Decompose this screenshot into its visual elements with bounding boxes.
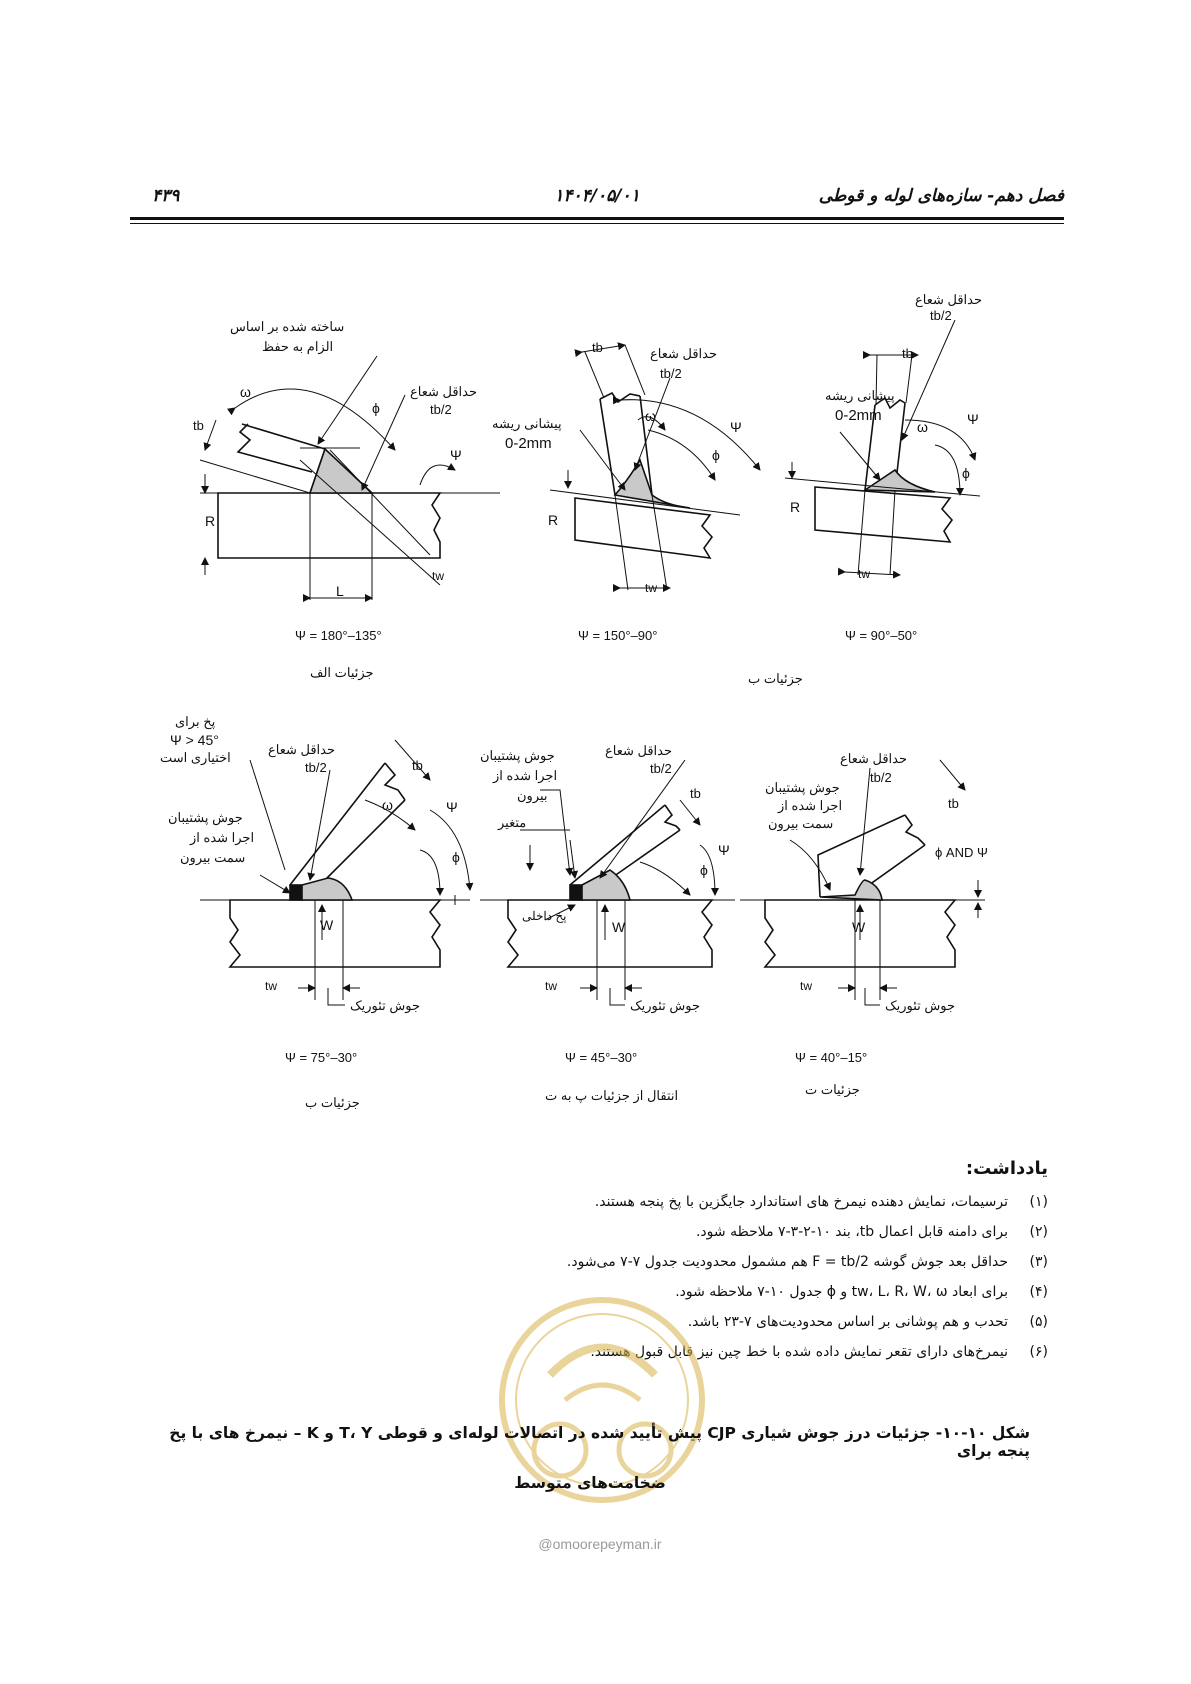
detail-a-tw: tw <box>432 569 444 583</box>
detail-c-min-radius: حداقل شعاع <box>268 742 336 757</box>
detail-a-tb2: tb/2 <box>430 402 452 417</box>
detail-b1-tb: tb <box>592 340 603 355</box>
transition-theoretical: جوش تئوریک <box>630 998 701 1013</box>
transition-backing1: جوش پشتیبان <box>480 748 555 763</box>
detail-b1-tw: tw <box>645 581 657 595</box>
detail-d-tb: tb <box>948 796 959 811</box>
detail-c-bevel: پخ برای <box>175 714 216 729</box>
detail-b1-phi: ϕ <box>712 447 720 463</box>
note-number: (۱) <box>1029 1194 1048 1210</box>
detail-b1-label: جزئیات ب <box>748 671 803 686</box>
detail-b2-range: Ψ = 90°–50° <box>845 628 918 643</box>
detail-c-backing2: اجرا شده از <box>190 830 255 845</box>
detail-a-note-built: ساخته شده بر اساس <box>230 319 345 334</box>
detail-b1-range: Ψ = 150°–90° <box>578 628 658 643</box>
note-item <box>148 1217 1048 1247</box>
note-item <box>148 1187 1048 1217</box>
detail-b2-omega: ω <box>917 419 928 435</box>
detail-b2-min-radius: حداقل شعاع <box>915 292 983 307</box>
transition-backing3: بیرون <box>517 788 548 803</box>
detail-b1-drawing <box>550 345 760 590</box>
detail-c-backing1: جوش پشتیبان <box>168 810 243 825</box>
detail-b2-tw: tw <box>858 567 870 581</box>
detail-d-backing1: جوش پشتیبان <box>765 780 840 795</box>
detail-c-backing3: سمت بیرون <box>180 850 246 865</box>
detail-b2-root-face: پیشانی ریشه <box>825 388 895 403</box>
detail-b2-R: R <box>790 499 801 515</box>
watermark-url: @omoorepeyman.ir <box>538 1536 662 1552</box>
figure-caption-line2: ضخامت‌های متوسط <box>514 1474 666 1492</box>
figure-caption: شکل ۱۰-۱۰- جزئیات درز جوش شیاری CJP پیش تأیید شده در اتصالات لوله‌ای و قوطی T، Y و K – نیمرخ های با پخ پنجه برای <box>169 1424 1030 1460</box>
detail-a-tb: tb <box>193 418 204 433</box>
detail-d-W: W <box>852 919 866 935</box>
detail-c-phi: ϕ <box>452 849 460 865</box>
note-text: نیمرخ‌های دارای تقعر نمایش داده شده با خط چین نیز قابل قبول هستند. <box>590 1344 1008 1360</box>
detail-d-label: جزئیات ت <box>805 1082 860 1097</box>
detail-a-L: L <box>336 583 344 599</box>
transition-tw: tw <box>545 979 557 993</box>
detail-d-tb2: tb/2 <box>870 770 892 785</box>
detail-b2-root-gap: 0-2mm <box>835 407 882 424</box>
note-number: (۵) <box>1029 1314 1048 1330</box>
transition-variable: متغیر <box>498 815 527 830</box>
detail-b1-psi: Ψ <box>730 419 742 435</box>
detail-c-optional: اختیاری است <box>160 750 231 765</box>
detail-c-tb: tb <box>412 758 423 773</box>
detail-c-tb2: tb/2 <box>305 760 327 775</box>
note-number: (۴) <box>1029 1284 1048 1300</box>
detail-a-R: R <box>205 513 216 529</box>
header-date: ۱۴۰۴/۰۵/۰۱ <box>554 186 640 206</box>
note-number: (۲) <box>1029 1224 1048 1240</box>
detail-b1-tb2: tb/2 <box>660 366 682 381</box>
page-number: ۴۳۹ <box>152 186 180 206</box>
transition-range: Ψ = 45°–30° <box>565 1050 638 1065</box>
detail-c-tw: tw <box>265 979 277 993</box>
detail-c-psi-gt: Ψ > 45° <box>170 732 219 748</box>
detail-c-range: Ψ = 75°–30° <box>285 1050 358 1065</box>
transition-tb2: tb/2 <box>650 761 672 776</box>
note-item <box>148 1247 1048 1277</box>
transition-tb: tb <box>690 786 701 801</box>
detail-a-range: Ψ = 180°–135° <box>295 628 382 643</box>
detail-c-psi: Ψ <box>446 799 458 815</box>
watermark-logo <box>490 1280 715 1530</box>
transition-label: انتقال از جزئیات پ به ت <box>545 1088 679 1103</box>
transition-min-radius: حداقل شعاع <box>605 743 673 758</box>
detail-c-omega: ω <box>382 797 393 813</box>
detail-a-note-req: الزام به حفظ <box>262 339 334 354</box>
note-number: (۶) <box>1029 1344 1048 1360</box>
detail-b1-root-gap: 0-2mm <box>505 435 552 452</box>
note-number: (۳) <box>1029 1254 1048 1270</box>
detail-a-label: جزئیات الف <box>310 665 374 680</box>
detail-d-phi-and-psi: ϕ AND Ψ <box>935 845 988 860</box>
detail-b1-R: R <box>548 512 559 528</box>
detail-b2-psi: Ψ <box>967 411 979 427</box>
transition-backing2: اجرا شده از <box>493 768 558 783</box>
detail-d-range: Ψ = 40°–15° <box>795 1050 868 1065</box>
detail-d-tw: tw <box>800 979 812 993</box>
detail-a-min-radius: حداقل شعاع <box>410 384 478 399</box>
detail-b1-root-face: پیشانی ریشه <box>492 416 562 431</box>
detail-a-psi: Ψ <box>450 447 462 463</box>
note-text: تحدب و هم پوشانی بر اساس محدودیت‌های ۷-۲۳ باشد. <box>687 1314 1008 1330</box>
detail-b1-omega: ω <box>645 408 656 424</box>
transition-phi: ϕ <box>700 862 708 878</box>
detail-b2-tb2: tb/2 <box>930 308 952 323</box>
detail-c-label: جزئیات ب <box>305 1095 360 1110</box>
detail-c-drawing <box>200 740 470 1005</box>
note-text: ترسیمات، نمایش دهنده نیمرخ های استاندارد جایگزین با پخ پنجه هستند. <box>594 1194 1008 1210</box>
detail-d-backing2: اجرا شده از <box>778 798 843 813</box>
detail-d-backing3: سمت بیرون <box>768 816 834 831</box>
note-text: برای ابعاد tw، L، R، W، ω و ϕ جدول ۱۰-۷ ملاحظه شود. <box>675 1284 1008 1300</box>
chapter-title: فصل دهم- سازه‌های لوله و قوطی <box>818 186 1064 206</box>
detail-b2-drawing <box>785 320 980 575</box>
note-text: حداقل بعد جوش گوشه F = tb/2 هم مشمول محدودیت جدول ۷-۷ می‌شود. <box>566 1254 1008 1270</box>
note-text: برای دامنه قابل اعمال tb، بند ۱۰-۲-۳-۷ ملاحظه شود. <box>695 1224 1008 1240</box>
detail-a-omega: ω <box>240 384 251 400</box>
transition-W: W <box>612 919 626 935</box>
detail-d-theoretical: جوش تئوریک <box>885 998 956 1013</box>
detail-b2-tb: tb <box>902 346 913 361</box>
transition-inner-bevel: پخ داخلی <box>522 909 567 923</box>
detail-c-W: W <box>320 917 334 933</box>
detail-c-theoretical: جوش تئوریک <box>350 998 421 1013</box>
transition-psi: Ψ <box>718 842 730 858</box>
detail-d-min-radius: حداقل شعاع <box>840 751 908 766</box>
detail-b2-phi: ϕ <box>962 465 970 481</box>
notes-title: یادداشت: <box>965 1158 1048 1179</box>
detail-a-phi: ϕ <box>372 400 380 416</box>
detail-b1-min-radius: حداقل شعاع <box>650 346 718 361</box>
